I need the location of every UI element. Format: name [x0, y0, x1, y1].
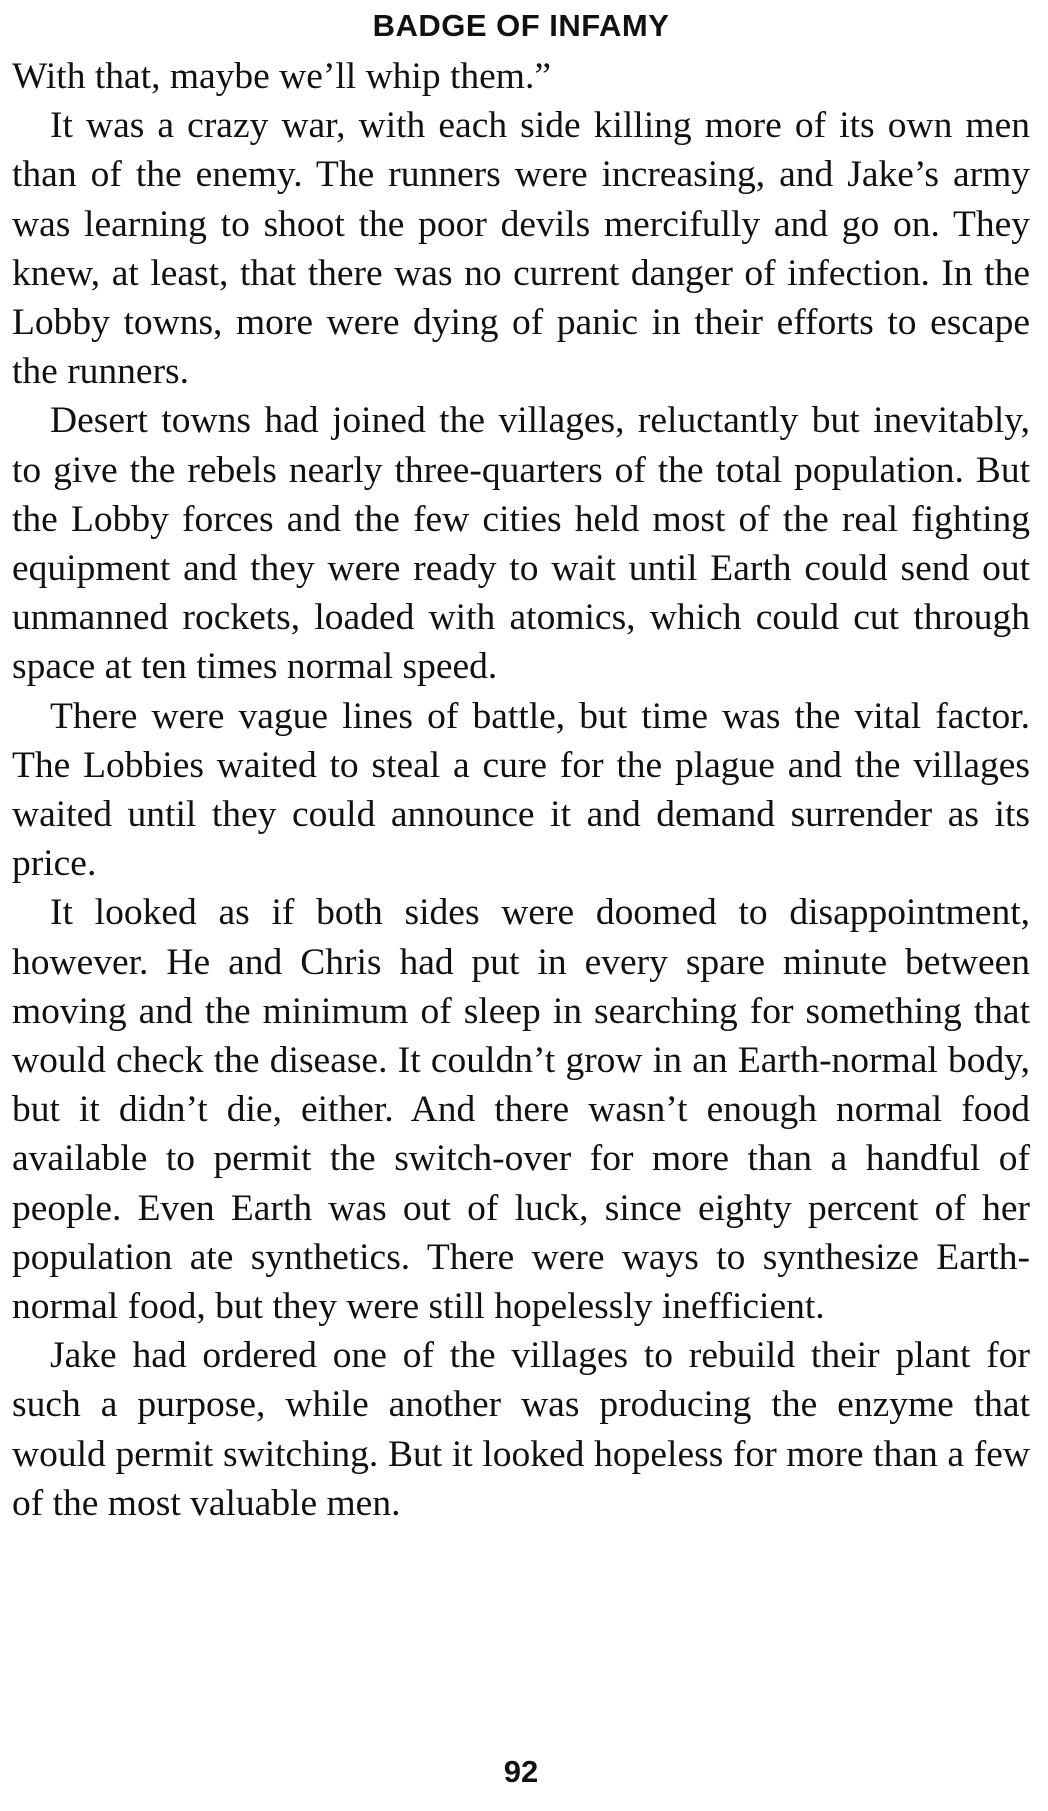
running-head: BADGE OF INFAMY	[372, 8, 670, 43]
body-text	[12, 52, 1030, 1528]
page-number: 92	[503, 1754, 539, 1789]
paragraph: It was a crazy war, with each side killing more of its own men than of the enemy. The runners were increasing, and Jake’s army was learning to shoot the poor devils mercifully and go on. They knew, at least, that there was no current danger of infection. In the Lobby towns, more were dying of panic in their efforts to escape the runners.	[12, 105, 1030, 393]
book-page	[12, 0, 1030, 1811]
paragraph: It looked as if both sides were doomed to disappointment, however. He and Chris had put in every spare minute between moving and the minimum of sleep in searching for something that would check the disease. It couldn’t grow in an Earth-normal body, but it didn’t die, either. And there wasn’t enough normal food available to permit the switch-over for more than a handful of people. Even Earth was out of luck, since eighty percent of her population ate synthetics. There were ways to synthesize Earth-normal food, but they were still hopelessly inefficient.	[12, 892, 1030, 1328]
paragraph: Desert towns had joined the villages, reluctantly but inevitably, to give the rebels nearly three-quarters of the total population. But the Lobby forces and the few cities held most of the real fighting equipment and they were ready to wait until Earth could send out unmanned rockets, loaded with atomics, which could cut through space at ten times normal speed.	[12, 400, 1030, 688]
paragraph: Jake had ordered one of the villages to rebuild their plant for such a purpose, while another was producing the enzyme that would permit switching. But it looked hopeless for more than a few of the most valuable men.	[12, 1335, 1030, 1524]
paragraph-continued: With that, maybe we’ll whip them.”	[12, 56, 551, 97]
paragraph: There were vague lines of battle, but time was the vital factor. The Lobbies waited to steal a cure for the plague and the villages waited until they could announce it and demand surrender as its price.	[12, 695, 1030, 885]
